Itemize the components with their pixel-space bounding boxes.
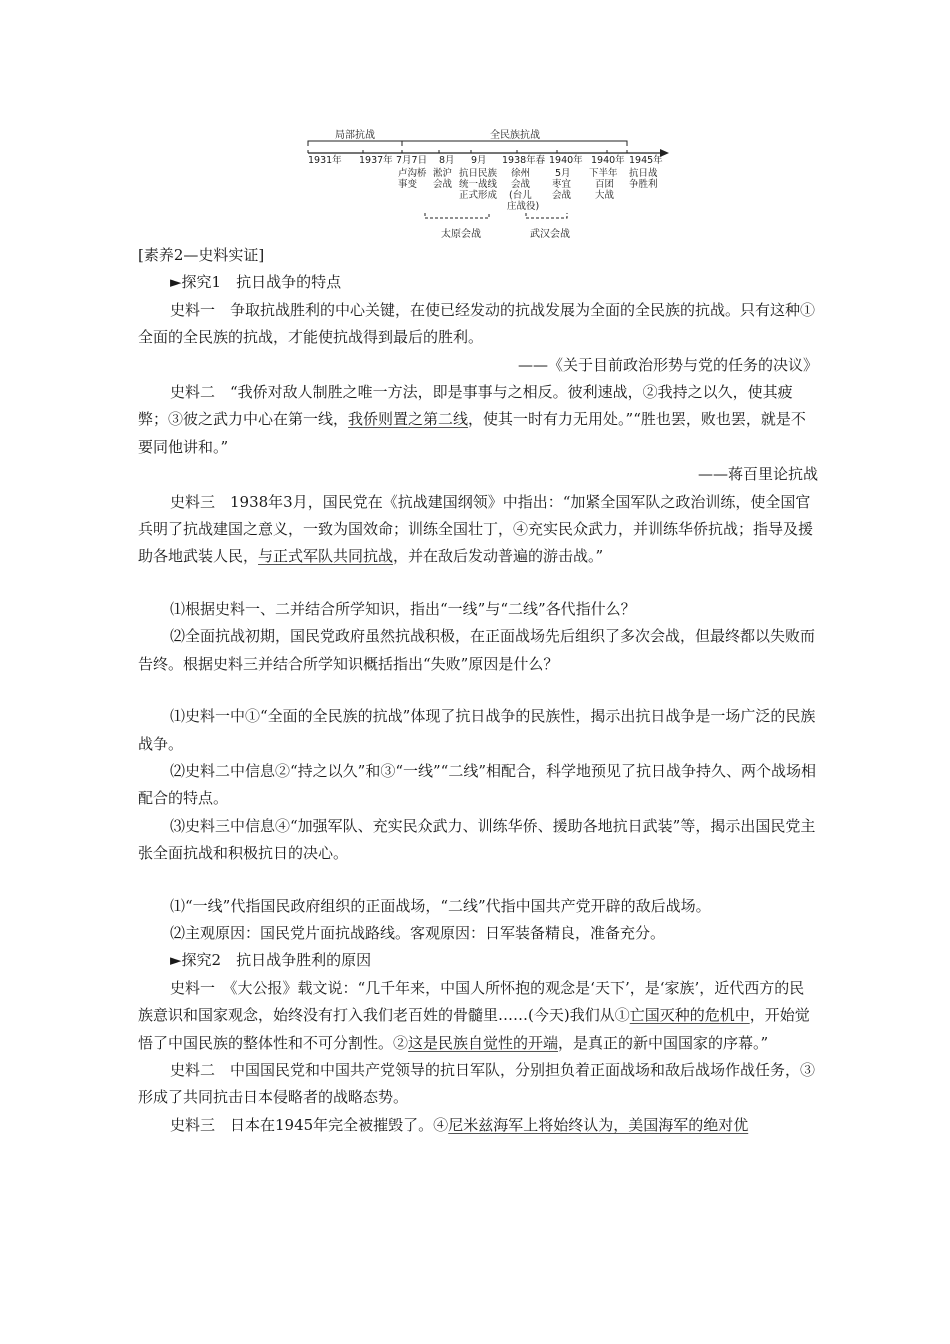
taiyuan-label: 太原会战 (441, 229, 481, 240)
inquiry1-material1-source: ——《关于目前政治形势与党的任务的决议》 (517, 355, 818, 374)
event-label: 会战 (552, 190, 572, 201)
tick-label: 1937年 (359, 155, 393, 166)
document-body (138, 242, 818, 1139)
phase-full-bracket (402, 141, 627, 146)
i2-material3-text: 史料三 日本在1945年完全被摧毁了。④ (170, 1115, 449, 1134)
material3-text-end: ，并在敌后发动普遍的游击战。” (393, 547, 604, 566)
wuhan-bracket (526, 213, 567, 218)
answer-1: ⑴“一线”代指国民政府组织的正面战场，“二线”代指中国共产党开辟的敌后战场。 (170, 896, 711, 915)
hint-1: ⑴史料一中①“全面的全民族的抗战”体现了抗日战争的民族性，揭示出抗日战争是一场广泛的民族战争。 (138, 707, 816, 753)
tick-label: 1945年 (629, 155, 663, 166)
event-label: 争胜利 (629, 179, 658, 190)
event-label: 会战 (433, 179, 453, 190)
inquiry2-material3 (138, 1112, 818, 1139)
event-label: 5月 (555, 168, 571, 179)
tick-label: 7月7日 (396, 155, 428, 166)
phase-local-label: 局部抗战 (335, 130, 375, 141)
inquiry1-material2 (138, 379, 818, 461)
event-label: 正式形成 (459, 190, 498, 201)
tick-label: 8月 (439, 155, 455, 166)
inquiry1-title: ►探究1 抗日战争的特点 (170, 273, 342, 292)
tick-label: 1938年春 (502, 155, 546, 166)
phase-full-label: 全民族抗战 (490, 130, 540, 141)
i2-material3-underlined: 尼米兹海军上将始终认为，美国海军的绝对优 (448, 1115, 749, 1134)
event-label: (台儿 (509, 190, 532, 201)
event-label: 徐州 (511, 168, 531, 179)
tick-label: 1940年 (591, 155, 625, 166)
material3-text: 史料三 1938年3月，国民党在《抗战建国纲领》中指出：“加紧全国军队之政治训练，使全国官兵明了抗战建国之意义，一致为国效命；训练全国壮丁，④充实民众武力，并训练华侨抗战；指导及援助各地武装人民， (138, 492, 814, 566)
event-label: 会战 (511, 179, 531, 190)
question-1: ⑴根据史料一、二并结合所学知识，指出“一线”与“二线”各代指什么？ (170, 599, 636, 618)
wuhan-label: 武汉会战 (530, 229, 570, 240)
i2-material1-text-mid: ，开始觉悟了中国民族的整体性和不可分割性。② (138, 1006, 810, 1052)
event-label: 卢沟桥 (398, 168, 427, 179)
event-label: 事变 (398, 179, 418, 190)
taiyuan-bracket (425, 213, 489, 218)
inquiry1-material1: 史料一 争取抗战胜利的中心关键，在使已经发动的抗战发展为全面的全民族的抗战。只有这种①全面的全民族的抗战，才能使抗战得到最后的胜利。 (138, 300, 816, 347)
tick-label: 1931年 (308, 155, 342, 166)
phase-local-bracket (308, 141, 402, 146)
material2-underlined: 我侨则置之第二线 (348, 410, 469, 429)
event-label: 统一战线 (459, 179, 498, 190)
hint-2: ⑵史料二中信息②“持之以久”和③“一线”“二线”相配合，科学地预见了抗日战争持久、两个战场相配合的特点。 (138, 761, 817, 808)
material2-text: 史料二 “我侨对敌人制胜之唯一方法，即是事事与之相反。彼利速战，②我持之以久，使其疲弊；③彼之武力中心在第一线， (138, 383, 793, 429)
tick-label: 9月 (471, 155, 487, 166)
inquiry2-material1 (138, 975, 818, 1057)
event-label: 庄战役) (507, 201, 540, 212)
material3-underlined: 与正式军队共同抗战 (258, 547, 394, 566)
inquiry2-title: ►探究2 抗日战争胜利的原因 (170, 951, 372, 970)
answer-2: ⑵主观原因：国民党片面抗战路线。客观原因：日军装备精良，准备充分。 (170, 923, 666, 942)
event-label: 大战 (595, 190, 615, 201)
inquiry1-material3 (138, 489, 818, 571)
question-2: ⑵全面抗战初期，国民党政府虽然抗战积极，在正面战场先后组织了多次会战，但最终都以失败而告终。根据史料三并结合所学知识概括指出“失败”原因是什么？ (138, 627, 816, 673)
event-label: 淞沪 (433, 168, 453, 179)
timeline-diagram (305, 120, 680, 245)
event-label: 抗日民族 (459, 168, 498, 179)
event-label: 抗日战 (629, 168, 658, 179)
material2-text-end: ，使其一时有力无用处。”“胜也罢，败也罢，就是不要同他讲和。” (138, 410, 806, 456)
inquiry1-material2-source: ——蒋百里论抗战 (697, 465, 818, 484)
section-heading: [素养2—史料实证] (138, 246, 265, 264)
inquiry2-material2: 史料二 中国国民党和中国共产党领导的抗日军队，分别担负着正面战场和敌后战场作战任务，③形成了共同抗击日本侵略者的战略态势。 (138, 1060, 816, 1107)
tick-label: 1940年 (549, 155, 583, 166)
event-label: 下半年 (589, 168, 618, 179)
i2-material1-underlined-1: 亡国灭种的危机中 (629, 1006, 750, 1025)
i2-material1-text-end: ，是真正的新中国国家的序幕。” (558, 1033, 769, 1052)
event-label: 枣宜 (552, 179, 572, 190)
i2-material1-text: 史料一 《大公报》载文说：“几千年来，中国人所怀抱的观念是‘天下’，是‘家族’，近代西方的民族意识和国家观念，始终没有打入我们老百姓的骨髓里……(今天)我们从① (138, 978, 805, 1025)
event-label: 百团 (595, 179, 615, 190)
hint-3: ⑶史料三中信息④“加强军队、充实民众武力、训练华侨、援助各地抗日武装”等，揭示出国民党主张全面抗战和积极抗日的决心。 (138, 816, 816, 863)
i2-material1-underlined-2: 这是民族自觉性的开端 (408, 1033, 559, 1052)
